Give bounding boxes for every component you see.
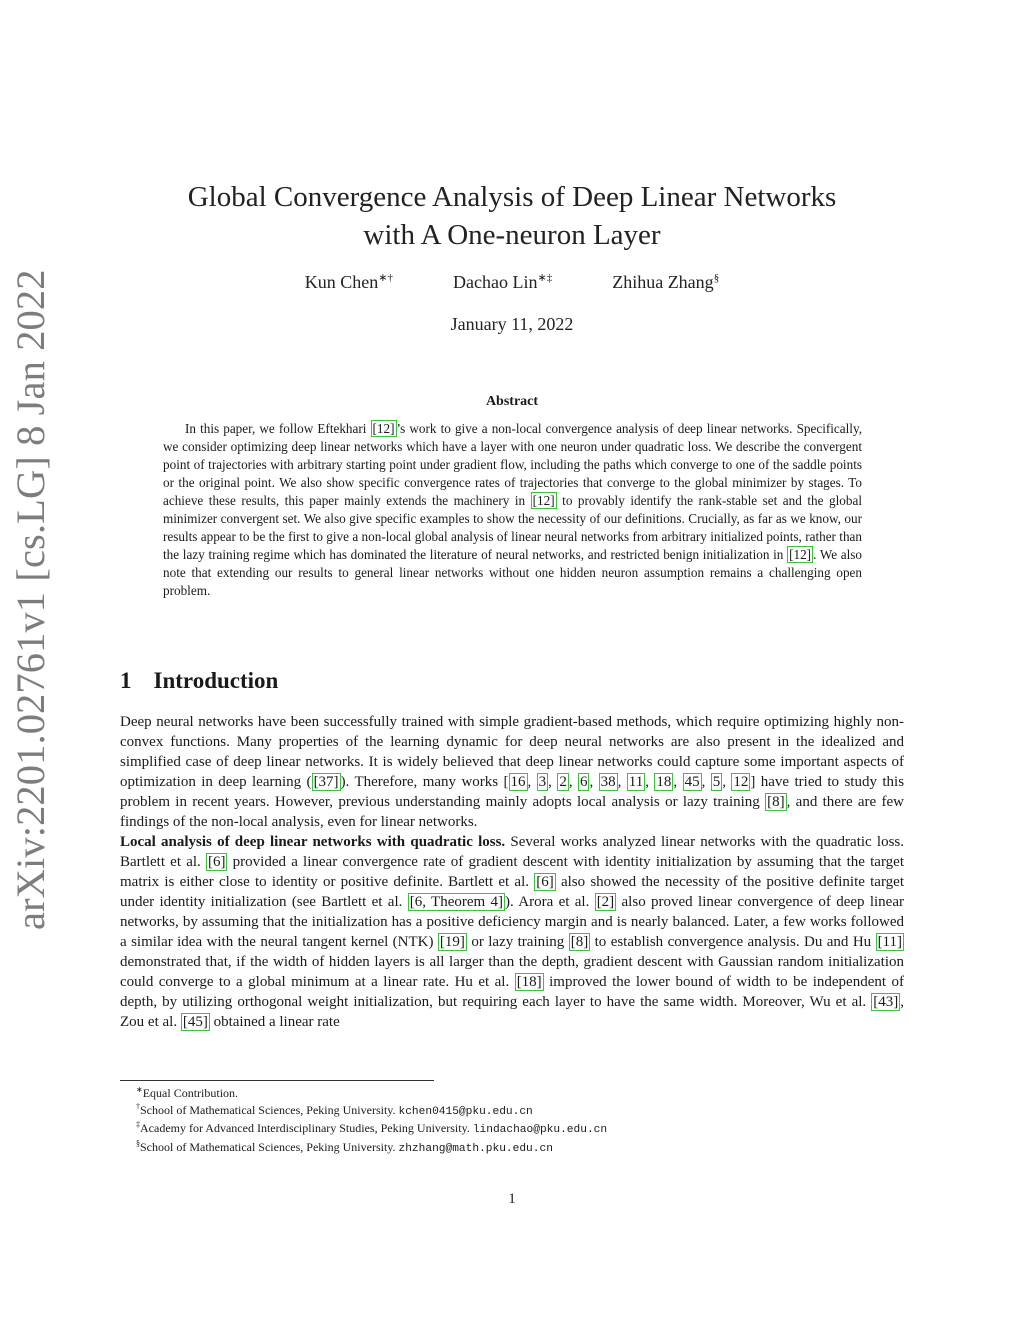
introduction-body	[120, 712, 904, 1032]
title-line-2: with A One-neuron Layer	[363, 219, 661, 251]
citation-link[interactable]: [11]	[877, 934, 902, 950]
author-kun-chen: Kun Chen∗†	[304, 272, 394, 292]
paragraph-run-in-heading: Local analysis of deep linear networks with quadratic loss.	[120, 834, 506, 850]
citation-link[interactable]: [12]	[372, 421, 395, 436]
footnote-divider	[120, 1080, 434, 1081]
arxiv-identifier-stamp: arXiv:2201.02761v1 [cs.LG] 8 Jan 2022	[8, 269, 53, 930]
citation-link[interactable]: 16	[510, 774, 526, 790]
paper-date: January 11, 2022	[450, 314, 574, 334]
author-marks: ∗‡	[537, 272, 553, 284]
section-title: Introduction	[153, 668, 279, 693]
author-list	[120, 272, 904, 293]
title-line-1: Global Convergence Analysis of Deep Linear Networks	[187, 181, 837, 213]
footnote-equal-contribution: ∗Equal Contribution.	[136, 1085, 239, 1100]
citation-link[interactable]: 18	[656, 774, 672, 790]
citation-link[interactable]: [18]	[516, 974, 542, 990]
author-marks: §	[713, 272, 720, 284]
email-link[interactable]: kchen0415@pku.edu.cn	[398, 1105, 533, 1118]
citation-link[interactable]: [45]	[182, 1014, 208, 1030]
citation-link[interactable]: 5	[712, 774, 721, 790]
citation-link[interactable]: [8]	[570, 934, 589, 950]
footnote-affiliation-kun-chen: †School of Mathematical Sciences, Peking University. kchen0415@pku.edu.cn	[136, 1101, 533, 1118]
footnote-affiliation-dachao-lin: ‡Academy for Advanced Interdisciplinary Studies, Peking University. lindachao@pku.edu.cn	[136, 1120, 608, 1136]
citation-link[interactable]: 3	[538, 774, 547, 790]
citation-link[interactable]: 11	[628, 774, 644, 790]
section-heading-introduction	[120, 668, 278, 694]
footnote-affiliation-zhihua-zhang: §School of Mathematical Sciences, Peking University. zhzhang@math.pku.edu.cn	[136, 1138, 553, 1155]
citation-link[interactable]: [6, Theorem 4]	[409, 894, 504, 910]
section-number: 1	[120, 668, 132, 693]
citation-link[interactable]: [12]	[532, 493, 555, 508]
intro-paragraph-1: Deep neural networks have been successfully trained with simple gradient-based methods, which require optimizing highly non-convex functions. Many properties of the learning dynamic for deep neural networks are also present in the idealized and simplified case of deep linear networks. It is widely believed that deep linear networks could capture some important aspects of optimization in deep learning ( [37] ). Therefore, many works [ 16 , 3 , 2 , 6 , 38 , 11 , 18 , 45 , 5 , 12 ] have tried to study this problem in recent years. However, previous understanding mainly adopts local analysis or lazy training [8] , and there are few findings of the non-local analysis, even for linear networks.	[120, 714, 905, 830]
citation-link[interactable]: 2	[559, 774, 567, 790]
abstract-heading: Abstract	[485, 394, 539, 409]
author-zhihua-zhang: Zhihua Zhang§	[612, 272, 720, 292]
citation-link[interactable]: [8]	[767, 794, 785, 810]
citation-link[interactable]: [19]	[439, 934, 465, 950]
citation-link[interactable]: [6]	[207, 854, 226, 870]
citation-link[interactable]: 12	[733, 774, 749, 790]
intro-paragraph-2: Local analysis of deep linear networks with quadratic loss. Several works analyzed linear networks with the quadratic loss. Bartlett et al. [6] provided a linear convergence rate of gradient descent with identity initialization by assuming that the target matrix is either close to identity or positive definite. Bartlett et al. [6] also showed the necessity of the positive definite target under identity initialization (see Bartlett et al. [6, Theorem 4] ). Arora et al. [2] also proved linear convergence of deep linear networks, by assuming that the initialization has a positive deficiency margin and is nearly balanced. Later, a few works followed a similar idea with the neural tangent kernel (NTK) [19] or lazy training [8] to establish convergence analysis. Du and Hu [11] demonstrated that, if the width of hidden layers is all larger than the depth, gradient descent with Gaussian random initialization could converge to a global minimum at a linear rate. Hu et al. [18] improved the lower bound of width to be independent of depth, by utilizing orthogonal weight initialization, but requiring each layer to have the same width. Moreover, Wu et al. [43] , Zou et al. [45] obtained a linear rate	[120, 834, 905, 1030]
author-dachao-lin: Dachao Lin∗‡	[453, 272, 553, 292]
citation-link[interactable]: 6	[579, 774, 588, 790]
citation-link[interactable]: [37]	[313, 774, 339, 790]
paper-title	[120, 178, 904, 254]
citation-link[interactable]: [2]	[596, 894, 615, 910]
abstract-body: In this paper, we follow Eftekhari [12] ’s work to give a non-local convergence analysis of deep linear networks. Specifically, we consider optimizing deep linear networks which have a layer with one neuron under quadratic loss. We describe the convergent point of trajectories with arbitrary starting point under gradient flow, including the paths which converge to one of the saddle points or the original point. We also show specific convergence rates of trajectories that converge to the global minimizer by stages. To achieve these results, this paper mainly extends the machinery in [12] to provably identify the rank-stable set and the global minimizer convergent set. We also give specific examples to show the necessity of our definitions. Crucially, as far as we know, our results appear to be the first to give a non-local global analysis of linear neural networks from arbitrary initialized points, rather than the lazy training regime which has dominated the literature of neural networks, and restricted benign initialization in [12] . We also note that extending our results to general linear networks without one hidden neuron assumption remains a challenging open problem.	[163, 421, 863, 598]
citation-link[interactable]: 45	[684, 774, 700, 790]
email-link[interactable]: lindachao@pku.edu.cn	[472, 1124, 608, 1136]
email-link[interactable]: zhzhang@math.pku.edu.cn	[398, 1142, 553, 1155]
citation-link[interactable]: [43]	[873, 994, 899, 1010]
citation-link[interactable]: [6]	[536, 874, 554, 890]
page-number: 1	[508, 1191, 516, 1207]
footnotes	[136, 1085, 896, 1157]
citation-link[interactable]: 38	[600, 774, 616, 790]
author-marks: ∗†	[378, 272, 394, 284]
citation-link[interactable]: [12]	[789, 547, 812, 562]
